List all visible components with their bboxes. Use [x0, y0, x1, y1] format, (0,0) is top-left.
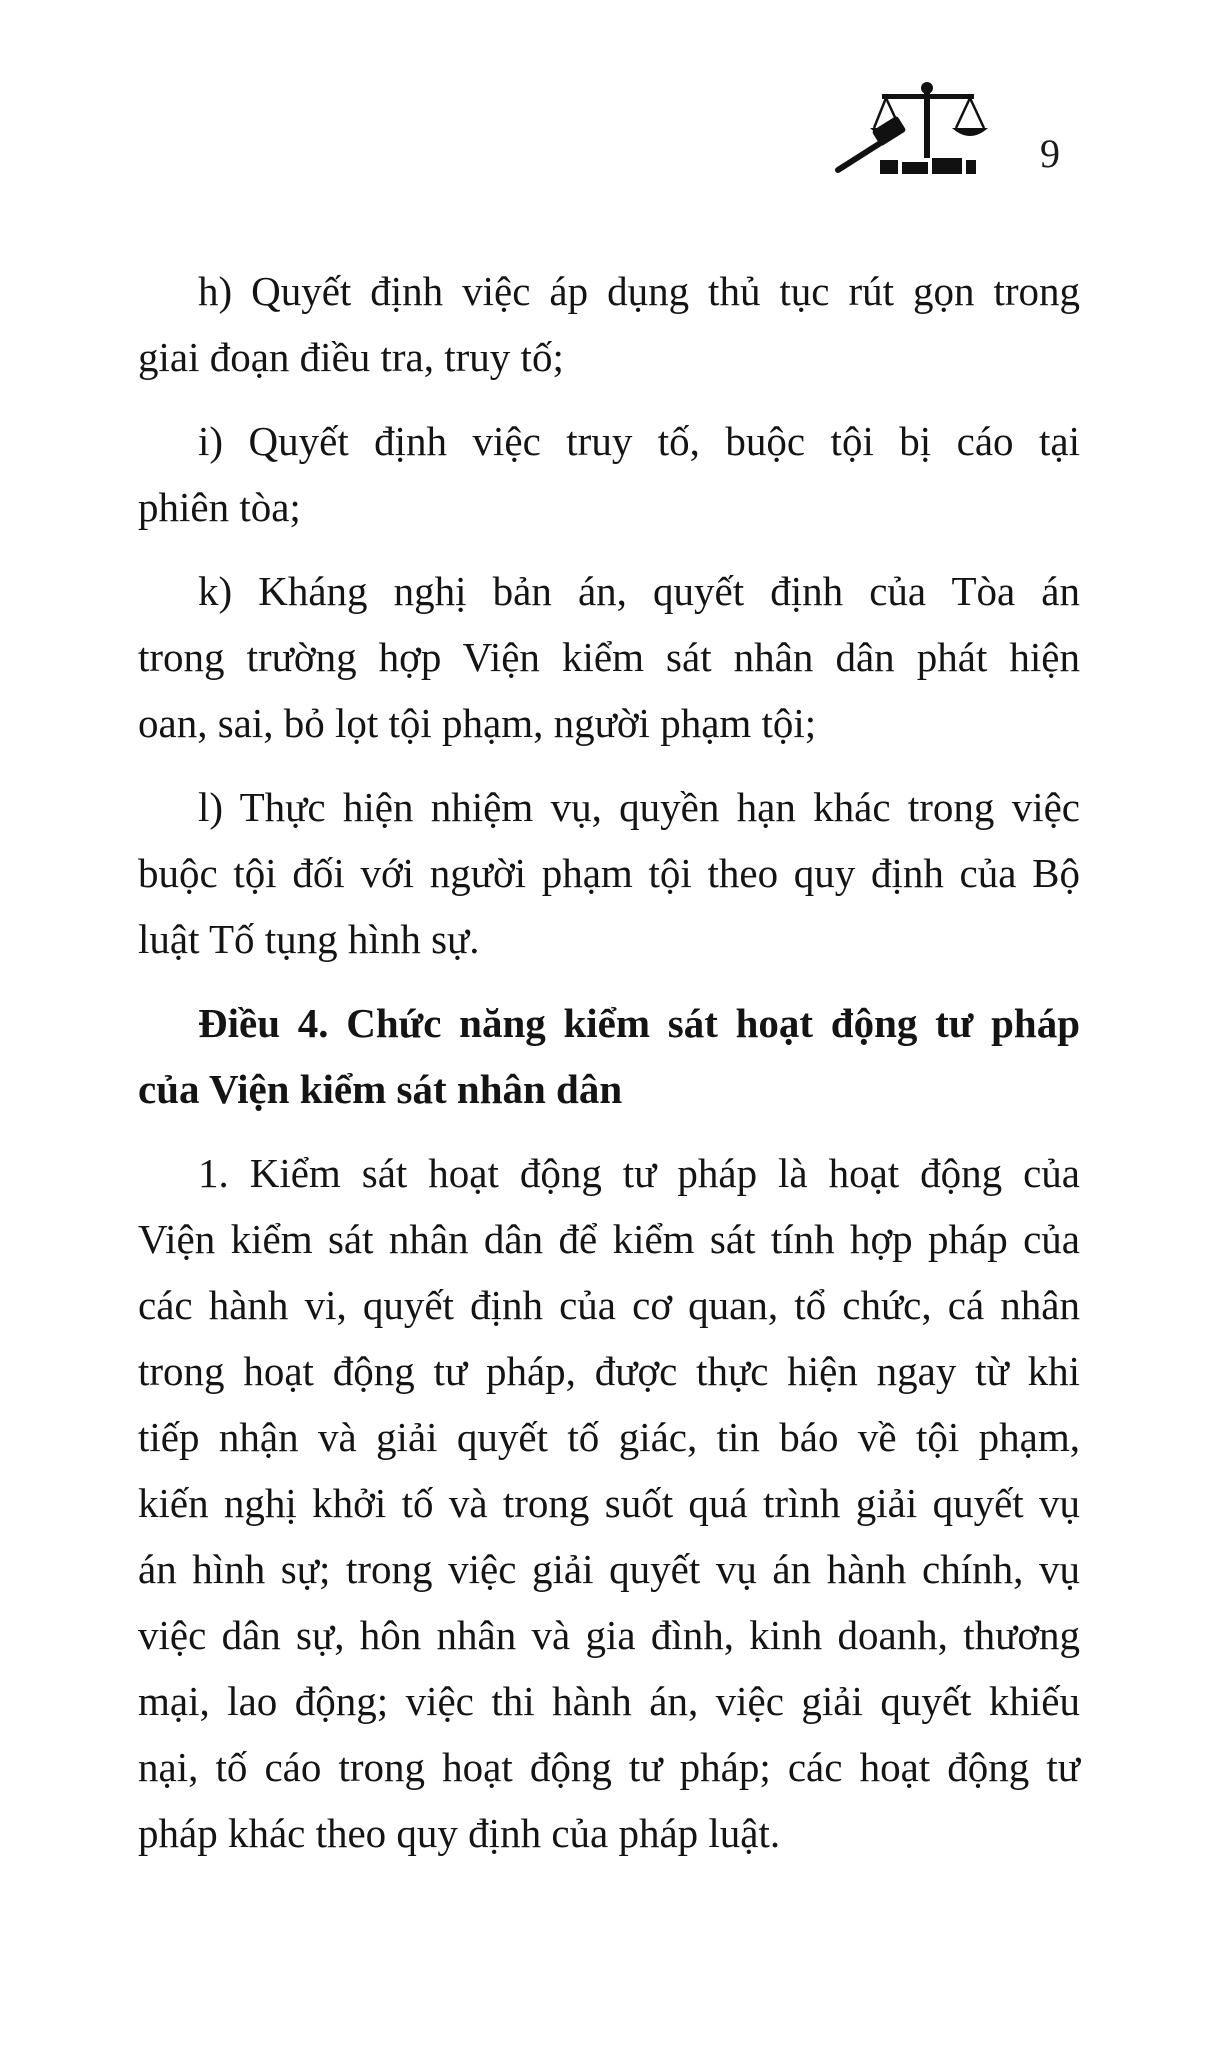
text-line: Viện kiểm sát nhân dân để kiểm sát tính hợp pháp của [138, 1216, 1080, 1262]
text-line: án hình sự; trong việc giải quyết vụ án hành chính, vụ [138, 1546, 1080, 1592]
heading-line: của Viện kiểm sát nhân dân [138, 1066, 623, 1112]
text-line: mại, lao động; việc thi hành án, việc giải quyết khiếu [138, 1678, 1080, 1724]
text-line: 1. Kiểm sát hoạt động tư pháp là hoạt động của [198, 1150, 1080, 1196]
article-4-heading [138, 990, 1080, 1122]
item-k [138, 558, 1080, 756]
text-line: kiến nghị khởi tố và trong suốt quá trình giải quyết vụ [138, 1480, 1080, 1526]
text-line: giai đoạn điều tra, truy tố; [138, 334, 564, 380]
text-line: h) Quyết định việc áp dụng thủ tục rút gọn trong [198, 268, 1080, 314]
text-line: pháp khác theo quy định của pháp luật. [138, 1810, 781, 1856]
document-body [138, 258, 1080, 1884]
page-header [820, 70, 1120, 190]
text-line: nại, tố cáo trong hoạt động tư pháp; các hoạt động tư [138, 1744, 1080, 1790]
text-line: oan, sai, bỏ lọt tội phạm, người phạm tội; [138, 700, 817, 746]
text-line: trong trường hợp Viện kiểm sát nhân dân phát hiện [138, 634, 1080, 680]
heading-line: Điều 4. Chức năng kiểm sát hoạt động tư pháp [198, 1000, 1080, 1046]
page-number: 9 [1040, 131, 1060, 176]
text-line: việc dân sự, hôn nhân và gia đình, kinh doanh, thương [138, 1612, 1080, 1658]
text-line: tiếp nhận và giải quyết tố giác, tin báo về tội phạm, [138, 1414, 1080, 1460]
item-i [138, 408, 1080, 540]
item-h [138, 258, 1080, 390]
text-line: trong hoạt động tư pháp, được thực hiện ngay từ khi [138, 1348, 1080, 1394]
text-line: i) Quyết định việc truy tố, buộc tội bị cáo tại [198, 418, 1080, 464]
text-line: buộc tội đối với người phạm tội theo quy định của Bộ [138, 850, 1080, 896]
text-line: phiên tòa; [138, 484, 301, 530]
text-line: các hành vi, quyết định của cơ quan, tổ chức, cá nhân [138, 1282, 1080, 1328]
article-4-clause-1 [138, 1140, 1080, 1866]
text-line: luật Tố tụng hình sự. [138, 916, 480, 962]
text-line: k) Kháng nghị bản án, quyết định của Tòa án [198, 568, 1080, 614]
item-l [138, 774, 1080, 972]
scales-of-justice-gavel-icon [820, 70, 1000, 180]
text-line: l) Thực hiện nhiệm vụ, quyền hạn khác trong việc [198, 784, 1080, 830]
